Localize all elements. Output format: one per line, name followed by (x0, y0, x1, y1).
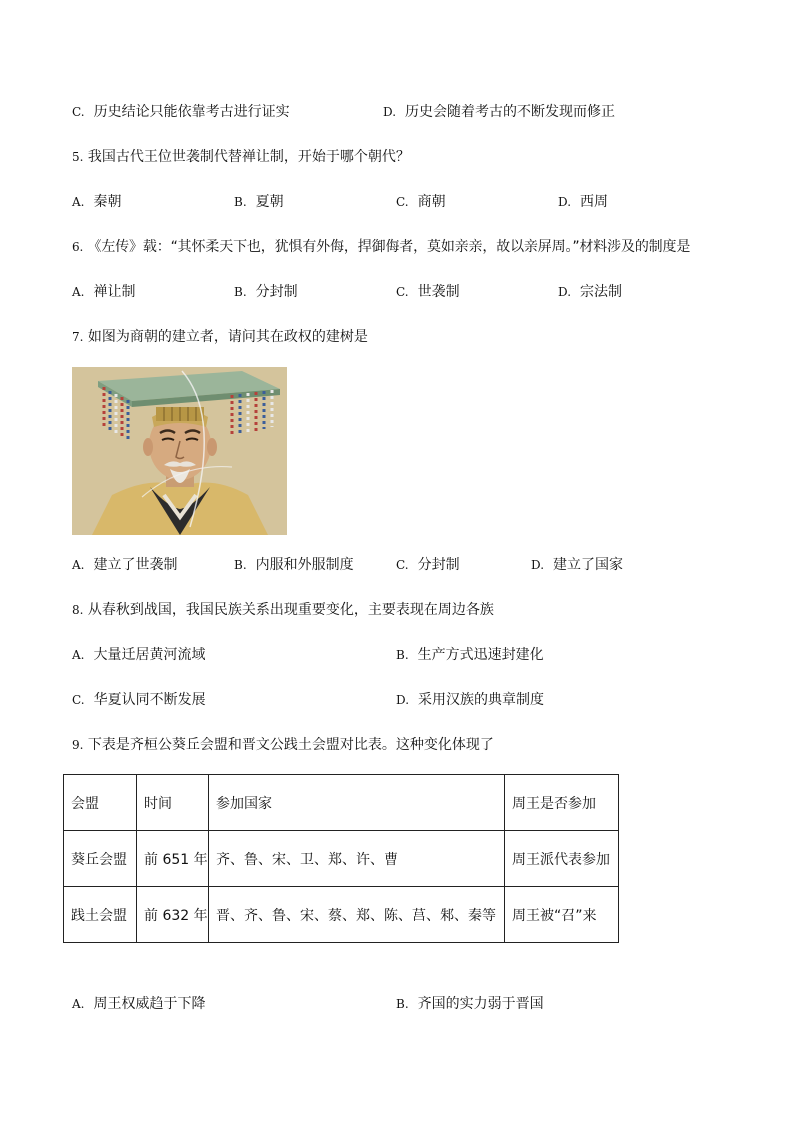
table-cell: 前 651 年 (137, 831, 209, 887)
q8-option-a (72, 645, 205, 665)
question-number: 9. (72, 738, 84, 752)
header-cell: 会盟 (64, 775, 137, 831)
option-text: 秦朝 (93, 194, 122, 210)
table-cell: 前 632 年 (137, 887, 209, 943)
option-label: B. (234, 195, 247, 209)
q8-stem (72, 600, 494, 620)
option-text: 内服和外服制度 (255, 557, 354, 573)
option-label: A. (72, 997, 85, 1011)
question-number: 5. (72, 150, 84, 164)
option-label: B. (396, 997, 409, 1011)
option-label: D. (558, 195, 572, 209)
option-text: 周王权威趋于下降 (93, 996, 206, 1012)
question-number: 7. (72, 330, 84, 344)
table-header-row (64, 775, 619, 831)
q7-option-d (531, 555, 623, 575)
option-label: A. (72, 648, 85, 662)
option-label: C. (396, 558, 409, 572)
shang-founder-portrait (72, 367, 287, 535)
table-cell: 葵丘会盟 (64, 831, 137, 887)
option-label: B. (234, 558, 247, 572)
option-label: C. (72, 105, 85, 119)
q6-stem (72, 237, 690, 257)
q9-option-a (72, 994, 205, 1014)
q8-option-c (72, 690, 206, 710)
question-number: 8. (72, 603, 84, 617)
option-text: 华夏认同不断发展 (93, 692, 206, 708)
header-cell: 周王是否参加 (505, 775, 619, 831)
question-text: 下表是齐桓公葵丘会盟和晋文公践土会盟对比表。这种变化体现了 (87, 737, 494, 753)
question-text: 如图为商朝的建立者，请问其在政权的建树是 (87, 329, 368, 345)
option-text: 夏朝 (255, 194, 284, 210)
q5-option-c (396, 192, 446, 212)
option-text: 齐国的实力弱于晋国 (417, 996, 544, 1012)
option-text: 宗法制 (580, 284, 623, 300)
option-text: 西周 (580, 194, 609, 210)
q6-option-d (558, 282, 622, 302)
q4-option-c (72, 102, 290, 122)
table-cell: 周王派代表参加 (505, 831, 619, 887)
option-label: A. (72, 558, 85, 572)
q5-option-b (234, 192, 284, 212)
option-text: 生产方式迅速封建化 (417, 647, 544, 663)
table-cell: 践土会盟 (64, 887, 137, 943)
header-cell: 时间 (137, 775, 209, 831)
question-text: 我国古代王位世袭制代替禅让制，开始于哪个朝代？ (87, 149, 410, 165)
q6-option-c (396, 282, 460, 302)
option-text: 历史会随着考古的不断发现而修正 (405, 104, 616, 120)
q7-option-c (396, 555, 460, 575)
option-text: 禅让制 (93, 284, 136, 300)
option-text: 大量迁居黄河流域 (93, 647, 206, 663)
option-text: 建立了国家 (553, 557, 624, 573)
option-label: B. (234, 285, 247, 299)
q9-stem (72, 735, 494, 755)
option-text: 历史结论只能依靠考古进行证实 (93, 104, 290, 120)
option-label: D. (396, 693, 410, 707)
q8-option-b (396, 645, 544, 665)
option-text: 商朝 (417, 194, 446, 210)
option-label: A. (72, 285, 85, 299)
table-cell: 晋、齐、鲁、宋、蔡、郑、陈、莒、邾、秦等 (209, 887, 505, 943)
q6-option-a (72, 282, 135, 302)
q5-stem (72, 147, 410, 167)
option-label: D. (558, 285, 572, 299)
q9-option-b (396, 994, 544, 1014)
q5-option-d (558, 192, 608, 212)
q7-stem (72, 327, 368, 347)
q7-option-a (72, 555, 177, 575)
option-text: 建立了世袭制 (93, 557, 178, 573)
option-text: 世袭制 (417, 284, 460, 300)
option-label: C. (396, 195, 409, 209)
option-label: C. (72, 693, 85, 707)
option-label: D. (383, 105, 397, 119)
option-text: 采用汉族的典章制度 (418, 692, 545, 708)
question-text: 从春秋到战国，我国民族关系出现重要变化，主要表现在周边各族 (87, 602, 494, 618)
q4-option-d (383, 102, 615, 122)
q8-option-d (396, 690, 544, 710)
option-text: 分封制 (417, 557, 460, 573)
question-number: 6. (72, 240, 84, 254)
table-cell: 周王被“召”来 (505, 887, 619, 943)
option-label: B. (396, 648, 409, 662)
table-row (64, 887, 619, 943)
table-cell: 齐、鲁、宋、卫、郑、许、曹 (209, 831, 505, 887)
option-label: A. (72, 195, 85, 209)
question-text: 《左传》载：“其怀柔天下也，犹惧有外侮，捍御侮者，莫如亲亲，故以亲屏周。”材料涉及的制度是 (87, 239, 691, 255)
q6-option-b (234, 282, 298, 302)
header-cell: 参加国家 (209, 775, 505, 831)
alliance-comparison-table (63, 774, 619, 943)
q5-option-a (72, 192, 121, 212)
q7-option-b (234, 555, 354, 575)
option-text: 分封制 (255, 284, 298, 300)
table-row (64, 831, 619, 887)
option-label: C. (396, 285, 409, 299)
option-label: D. (531, 558, 545, 572)
